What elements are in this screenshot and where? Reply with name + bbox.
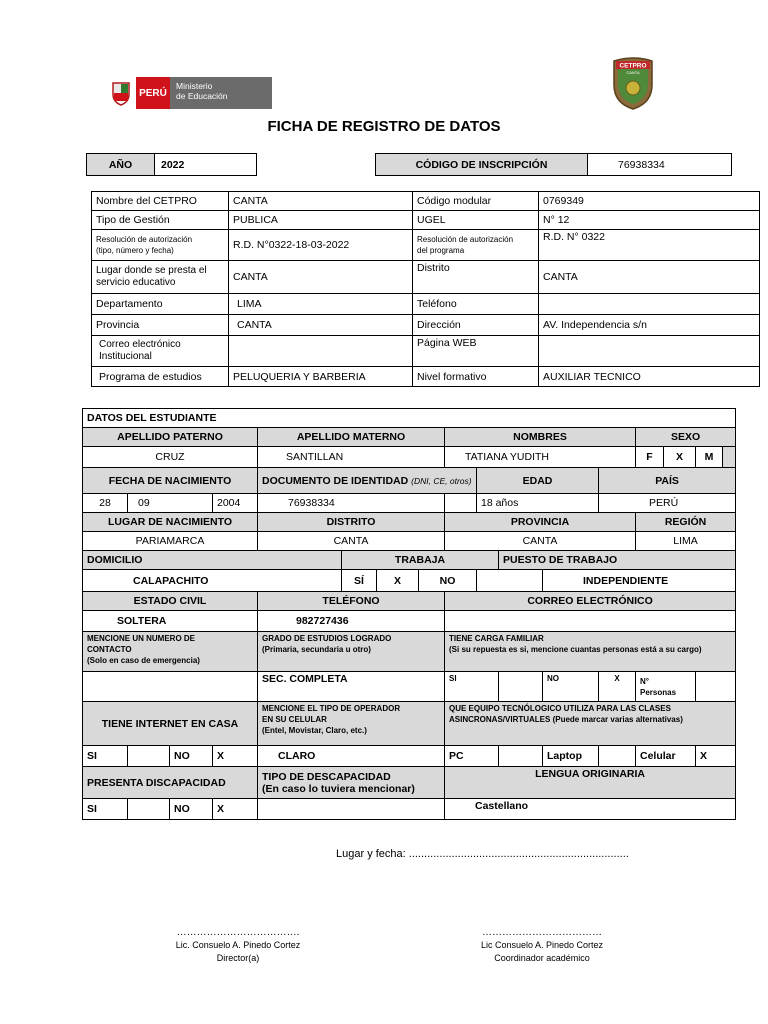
pc-box — [499, 746, 543, 767]
internet-si: SI — [83, 746, 128, 767]
programa-value: PELUQUERIA Y BARBERIA — [229, 367, 413, 387]
correo-label: Correo electrónico Institucional — [92, 336, 229, 367]
lengua-label: LENGUA ORIGINARIA — [445, 767, 736, 799]
cetpro-logo-subtext: CANTA — [626, 70, 640, 75]
nombres-label: NOMBRES — [445, 428, 636, 447]
codmod-value: 0769349 — [539, 192, 760, 211]
tipo-discap-label: TIPO DE DESCAPACIDAD (En caso lo tuviera mencionar) — [258, 767, 445, 799]
tel-label: TELÉFONO — [258, 592, 445, 611]
contacto-value — [83, 672, 258, 702]
anio-value: 2022 — [155, 154, 257, 176]
trabaja-label: TRABAJA — [342, 551, 499, 570]
ugel-value: N° 12 — [539, 211, 760, 230]
trabaja-mark: X — [377, 570, 419, 592]
sexo-label: SEXO — [636, 428, 736, 447]
distrito-value: CANTA — [258, 532, 445, 551]
edad-label: EDAD — [477, 468, 599, 494]
region-value: LIMA — [636, 532, 736, 551]
ap-materno-label: APELLIDO MATERNO — [258, 428, 445, 447]
codigo-value: 76938334 — [588, 154, 732, 176]
puesto-value: INDEPENDIENTE — [543, 570, 736, 592]
carga-label: TIENE CARGA FAMILIAR (Si su repuesta es si, mencione cuantas personas está a su cargo) — [445, 632, 736, 672]
cetpro-logo-text: CETPRO — [619, 62, 647, 70]
operador-value: CLARO — [258, 746, 445, 767]
distrito-label: DISTRITO — [258, 513, 445, 532]
grado-label: GRADO DE ESTUDIOS LOGRADO (Primaria, secundaria u otro) — [258, 632, 445, 672]
contacto-label: MENCIONE UN NUMERO DE CONTACTO (Solo en caso de emergencia) — [83, 632, 258, 672]
web-value — [539, 336, 760, 367]
lnac-label: LUGAR DE NACIMIENTO — [83, 513, 258, 532]
civil-value: SOLTERA — [83, 611, 258, 632]
nombres-value: TATIANA YUDITH — [445, 447, 636, 468]
ap-materno-value: SANTILLAN — [258, 447, 445, 468]
signature-director: ………………………………. Lic. Consuelo A. Pinedo Cortez Director(a) — [175, 927, 301, 963]
domicilio-value: CALAPACHITO — [83, 570, 342, 592]
peru-label: PERÚ — [136, 77, 170, 109]
doc-extra — [445, 494, 477, 513]
resol-label: Resolución de autorización (tipo, número y fecha) — [92, 230, 229, 261]
nombre-label: Nombre del CETPRO — [92, 192, 229, 211]
provincia-label: PROVINCIA — [445, 513, 636, 532]
edad-value: 18 años — [477, 494, 599, 513]
pc-label: PC — [445, 746, 499, 767]
operador-label: MENCIONE EL TIPO DE OPERADOR EN SU CELULAR (Entel, Movistar, Claro, etc.) — [258, 702, 445, 746]
resol-value: R.D. N°0322-18-03-2022 — [229, 230, 413, 261]
civil-label: ESTADO CIVIL — [83, 592, 258, 611]
gestion-label: Tipo de Gestión — [92, 211, 229, 230]
codigo-table — [375, 153, 732, 176]
doc-value: 76938334 — [258, 494, 445, 513]
discap-si: SI — [83, 799, 128, 820]
cetpro-info-table — [91, 191, 760, 387]
lengua-value: Castellano — [445, 799, 736, 820]
direccion-value: AV. Independencia s/n — [539, 315, 760, 336]
correo-value — [229, 336, 413, 367]
celular-mark: X — [696, 746, 736, 767]
internet-label: TIENE INTERNET EN CASA — [83, 702, 258, 746]
codigo-label: CÓDIGO DE INSCRIPCIÓN — [376, 154, 588, 176]
region-label: REGIÓN — [636, 513, 736, 532]
discap-si-box — [128, 799, 170, 820]
student-section-title: DATOS DEL ESTUDIANTE — [83, 409, 736, 428]
tel-value: 982727436 — [258, 611, 445, 632]
fnac-day: 28 — [83, 494, 128, 513]
carga-si: SI — [445, 672, 499, 702]
lugar-fecha: Lugar y fecha: ........................................................................ — [336, 848, 629, 860]
grado-value: SEC. COMPLETA — [258, 672, 445, 702]
discap-no: NO — [170, 799, 213, 820]
celular-label: Celular — [636, 746, 696, 767]
fnac-month: 09 — [128, 494, 213, 513]
ugel-label: UGEL — [413, 211, 539, 230]
signature-coordinador: ……………………………… Lic Consuelo A. Pinedo Cortez Coordinador académico — [480, 927, 604, 963]
provincia-value: CANTA — [445, 532, 636, 551]
anio-label: AÑO — [87, 154, 155, 176]
correo-label: CORREO ELECTRÓNICO — [445, 592, 736, 611]
programa-label: Programa de estudios — [92, 367, 229, 387]
carga-npersonas-value — [696, 672, 736, 702]
puesto-label: PUESTO DE TRABAJO — [499, 551, 736, 570]
nombre-value: CANTA — [229, 192, 413, 211]
internet-si-box — [128, 746, 170, 767]
fnac-label: FECHA DE NACIMIENTO — [83, 468, 258, 494]
lugar-value: CANTA — [229, 261, 413, 294]
ministry-label: Ministerio de Educación — [170, 77, 272, 109]
fnac-year: 2004 — [213, 494, 258, 513]
correo-value — [445, 611, 736, 632]
ap-paterno-value: CRUZ — [83, 447, 258, 468]
doc-label: DOCUMENTO DE IDENTIDAD (DNI, CE, otros) — [258, 468, 477, 494]
distrito-value: CANTA — [539, 261, 760, 294]
anio-table — [86, 153, 257, 176]
telefono-value — [539, 294, 760, 315]
pais-label: PAÍS — [599, 468, 736, 494]
sexo-mark: X — [664, 447, 696, 468]
tipo-discap-value — [258, 799, 445, 820]
peru-shield-icon — [106, 77, 136, 109]
codmod-label: Código modular — [413, 192, 539, 211]
carga-si-box — [499, 672, 543, 702]
depto-value: LIMA — [229, 294, 413, 315]
discap-label: PRESENTA DISCAPACIDAD — [83, 767, 258, 799]
resolprog-value: R.D. N° 0322 — [539, 230, 760, 261]
carga-mark: X — [599, 672, 636, 702]
sexo-m: M — [696, 447, 723, 468]
cetpro-logo — [608, 55, 658, 111]
trabaja-si: SÍ — [342, 570, 377, 592]
page-title: FICHA DE REGISTRO DE DATOS — [267, 118, 501, 135]
pais-value: PERÚ — [599, 494, 736, 513]
depto-label: Departamento — [92, 294, 229, 315]
laptop-label: Laptop — [543, 746, 599, 767]
domicilio-label: DOMICILIO — [83, 551, 342, 570]
web-label: Página WEB — [413, 336, 539, 367]
discap-mark: X — [213, 799, 258, 820]
telefono-label: Teléfono — [413, 294, 539, 315]
laptop-box — [599, 746, 636, 767]
internet-mark: X — [213, 746, 258, 767]
lnac-value: PARIAMARCA — [83, 532, 258, 551]
trabaja-no: NO — [419, 570, 477, 592]
ministerio-logo — [106, 77, 272, 109]
lugar-label: Lugar donde se presta el servicio educativo — [92, 261, 229, 294]
sexo-blank — [723, 447, 736, 468]
nivel-value: AUXILIAR TECNICO — [539, 367, 760, 387]
direccion-label: Dirección — [413, 315, 539, 336]
student-table — [82, 408, 736, 820]
distrito-label: Distrito — [413, 261, 539, 294]
sexo-f: F — [636, 447, 664, 468]
trabaja-no-box — [477, 570, 543, 592]
equipo-label: QUE EQUIPO TECNÓLOGICO UTILIZA PARA LAS CLASES ASINCRONAS/VIRTUALES (Puede marcar varias alternativas) — [445, 702, 736, 746]
nivel-label: Nivel formativo — [413, 367, 539, 387]
resolprog-label: Resolución de autorización del programa — [413, 230, 539, 261]
internet-no: NO — [170, 746, 213, 767]
provincia-label: Provincia — [92, 315, 229, 336]
carga-npersonas-label: N° Personas — [636, 672, 696, 702]
ap-paterno-label: APELLIDO PATERNO — [83, 428, 258, 447]
carga-no: NO — [543, 672, 599, 702]
provincia-value: CANTA — [229, 315, 413, 336]
gestion-value: PUBLICA — [229, 211, 413, 230]
